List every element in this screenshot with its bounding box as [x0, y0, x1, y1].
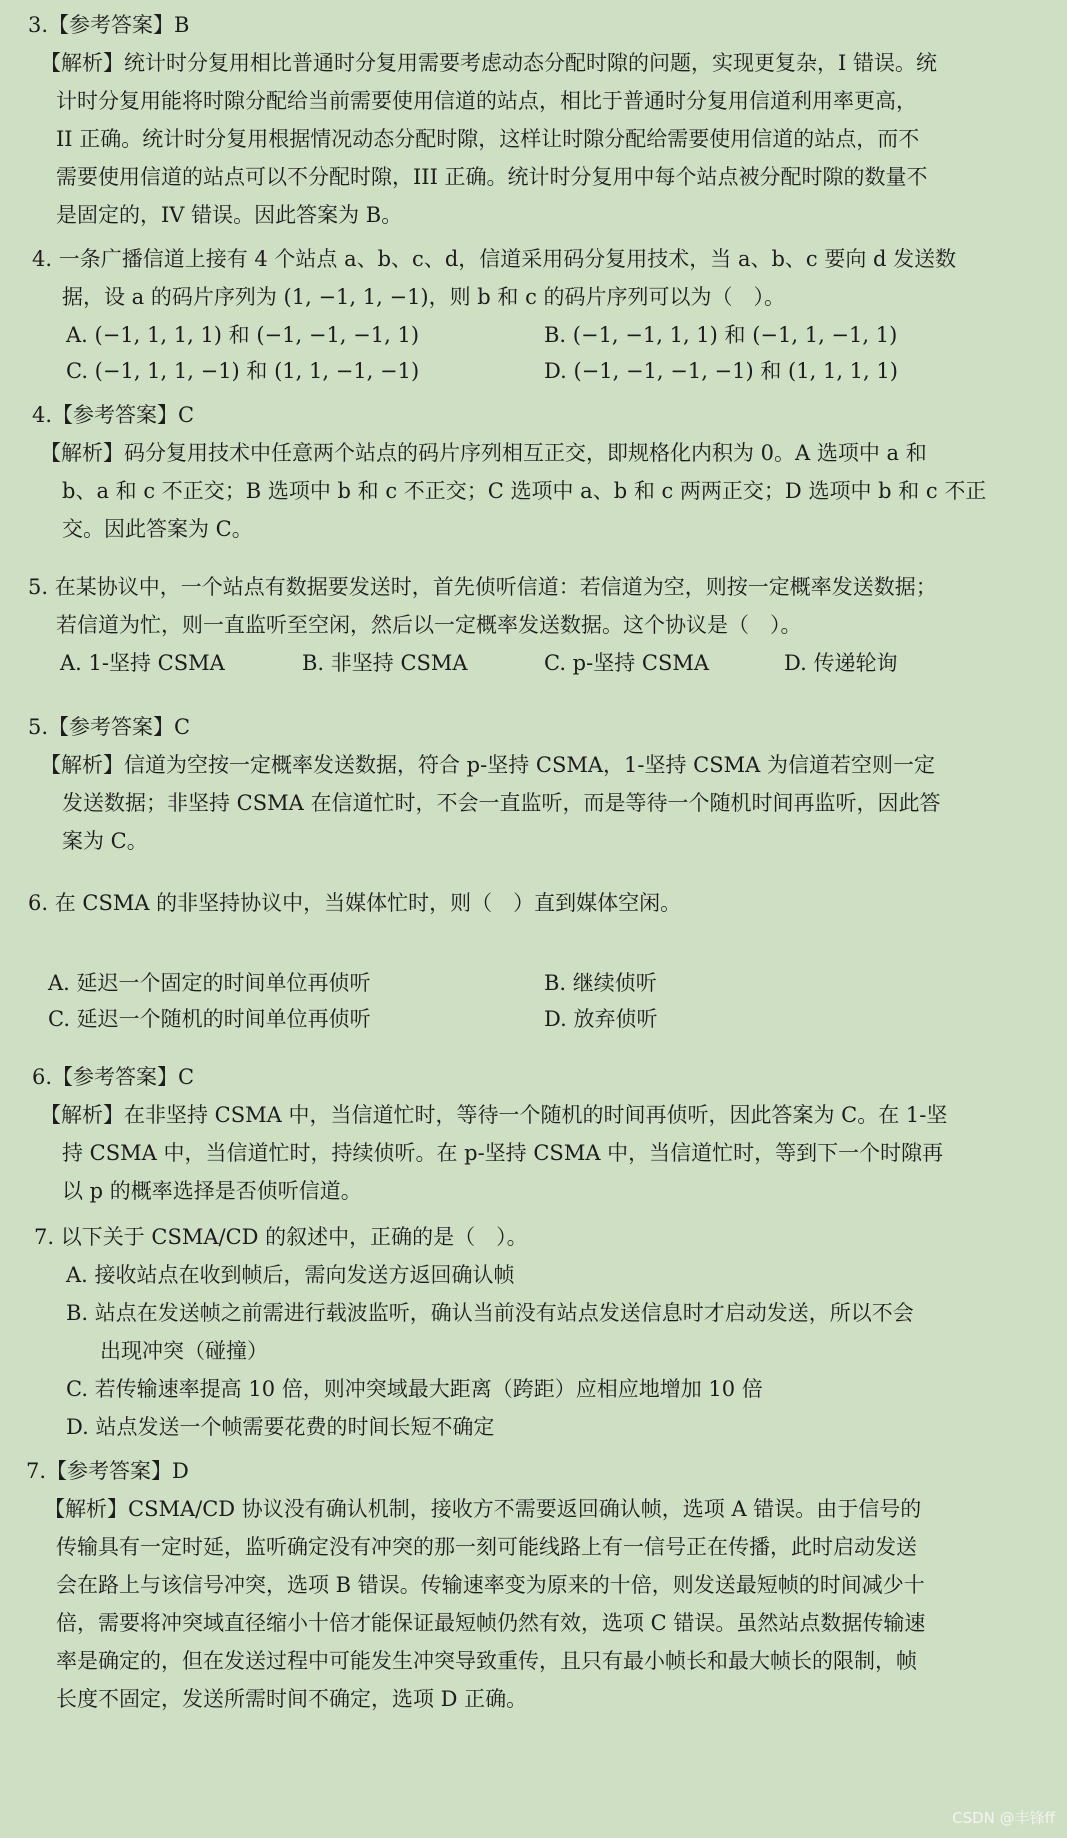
answer-3-heading: 3.【参考答案】B — [28, 13, 190, 37]
question-7-option-b: B. 站点在发送帧之前需进行载波监听，确认当前没有站点发送信息时才启动发送，所以不会 — [66, 1301, 914, 1325]
question-5-option-d: D. 传递轮询 — [784, 651, 898, 675]
answer-3-explanation-line: 需要使用信道的站点可以不分配时隙，III 正确。统计时分复用中每个站点被分配时隙的数量不 — [56, 165, 928, 189]
answer-4-explanation-line: b、a 和 c 不正交；B 选项中 b 和 c 不正交；C 选项中 a、b 和 c 两两正交；D 选项中 b 和 c 不正 — [62, 479, 987, 503]
answer-7-explanation-line: 【解析】CSMA/CD 协议没有确认机制，接收方不需要返回确认帧，选项 A 错误。由于信号的 — [44, 1497, 922, 1521]
question-7-stem: 7. 以下关于 CSMA/CD 的叙述中，正确的是（ ）。 — [34, 1225, 528, 1249]
answer-7-explanation-line: 长度不固定，发送所需时间不确定，选项 D 正确。 — [56, 1687, 528, 1711]
question-6-option-b: B. 继续侦听 — [544, 971, 657, 995]
question-6-option-c: C. 延迟一个随机的时间单位再侦听 — [48, 1007, 371, 1031]
question-5-stem: 5. 在某协议中，一个站点有数据要发送时，首先侦听信道：若信道为空，则按一定概率发送数据； — [28, 575, 937, 599]
question-5-option-a: A. 1-坚持 CSMA — [60, 651, 225, 675]
question-5-option-c: C. p-坚持 CSMA — [544, 651, 710, 675]
answer-3-explanation-line: 【解析】统计时分复用相比普通时分复用需要考虑动态分配时隙的问题，实现更复杂，I 错误。统 — [40, 51, 937, 75]
question-4-option-a: A. (−1, 1, 1, 1) 和 (−1, −1, −1, 1) — [66, 323, 420, 347]
answer-6-explanation-line: 以 p 的概率选择是否侦听信道。 — [62, 1179, 362, 1203]
answer-3-explanation-line: 计时分复用能将时隙分配给当前需要使用信道的站点，相比于普通时分复用信道利用率更高， — [56, 89, 917, 113]
question-6-option-a: A. 延迟一个固定的时间单位再侦听 — [48, 971, 371, 995]
answer-6-explanation-line: 持 CSMA 中，当信道忙时，持续侦听。在 p-坚持 CSMA 中，当信道忙时，等到下一个时隙再 — [62, 1141, 944, 1165]
answer-7-heading: 7.【参考答案】D — [26, 1459, 189, 1483]
question-7-option-d: D. 站点发送一个帧需要花费的时间长短不确定 — [66, 1415, 495, 1439]
answer-7-explanation-line: 传输具有一定时延，监听确定没有冲突的那一刻可能线路上有一信号正在传播，此时启动发送 — [56, 1535, 917, 1559]
answer-7-explanation-line: 率是确定的，但在发送过程中可能发生冲突导致重传，且只有最小帧长和最大帧长的限制，帧 — [56, 1649, 917, 1673]
answer-3-explanation-line: II 正确。统计时分复用根据情况动态分配时隙，这样让时隙分配给需要使用信道的站点，而不 — [56, 127, 920, 151]
answer-4-explanation-line: 交。因此答案为 C。 — [62, 517, 253, 541]
answer-6-explanation-line: 【解析】在非坚持 CSMA 中，当信道忙时，等待一个随机的时间再侦听，因此答案为 C。在 1-坚 — [40, 1103, 948, 1127]
answer-5-heading: 5.【参考答案】C — [28, 715, 191, 739]
question-7-option-c: C. 若传输速率提高 10 倍，则冲突域最大距离（跨距）应相应地增加 10 倍 — [66, 1377, 763, 1401]
question-4-option-d: D. (−1, −1, −1, −1) 和 (1, 1, 1, 1) — [544, 359, 898, 383]
answer-4-heading: 4.【参考答案】C — [32, 403, 195, 427]
answer-6-heading: 6.【参考答案】C — [32, 1065, 195, 1089]
question-6-option-d: D. 放弃侦听 — [544, 1007, 658, 1031]
watermark-text: CSDN @丰锋ff — [952, 1809, 1055, 1827]
question-6-stem: 6. 在 CSMA 的非坚持协议中，当媒体忙时，则（ ）直到媒体空闲。 — [28, 891, 682, 915]
answer-5-explanation-line: 【解析】信道为空按一定概率发送数据，符合 p-坚持 CSMA，1-坚持 CSMA 为信道若空则一定 — [40, 753, 935, 777]
question-5-stem: 若信道为忙，则一直监听至空闲，然后以一定概率发送数据。这个协议是（ ）。 — [56, 613, 802, 637]
question-4-stem: 4. 一条广播信道上接有 4 个站点 a、b、c、d，信道采用码分复用技术，当 a、b、c 要向 d 发送数 — [32, 247, 957, 271]
question-4-option-c: C. (−1, 1, 1, −1) 和 (1, 1, −1, −1) — [66, 359, 420, 383]
answer-4-explanation-line: 【解析】码分复用技术中任意两个站点的码片序列相互正交，即规格化内积为 0。A 选项中 a 和 — [40, 441, 927, 465]
answer-3-explanation-line: 是固定的，IV 错误。因此答案为 B。 — [56, 203, 403, 227]
answer-7-explanation-line: 倍，需要将冲突域直径缩小十倍才能保证最短帧仍然有效，选项 C 错误。虽然站点数据传输速 — [56, 1611, 926, 1635]
answer-7-explanation-line: 会在路上与该信号冲突，选项 B 错误。传输速率变为原来的十倍，则发送最短帧的时间减少十 — [56, 1573, 925, 1597]
answer-5-explanation-line: 发送数据；非坚持 CSMA 在信道忙时，不会一直监听，而是等待一个随机时间再监听，因此答 — [62, 791, 941, 815]
answer-5-explanation-line: 案为 C。 — [62, 829, 148, 853]
question-4-option-b: B. (−1, −1, 1, 1) 和 (−1, 1, −1, 1) — [544, 323, 898, 347]
question-5-option-b: B. 非坚持 CSMA — [302, 651, 468, 675]
question-7-option-b-continued: 出现冲突（碰撞） — [100, 1339, 268, 1363]
question-7-option-a: A. 接收站点在收到帧后，需向发送方返回确认帧 — [66, 1263, 515, 1287]
question-4-stem: 据，设 a 的码片序列为 (1, −1, 1, −1)，则 b 和 c 的码片序列可以为（ ）。 — [62, 285, 786, 309]
